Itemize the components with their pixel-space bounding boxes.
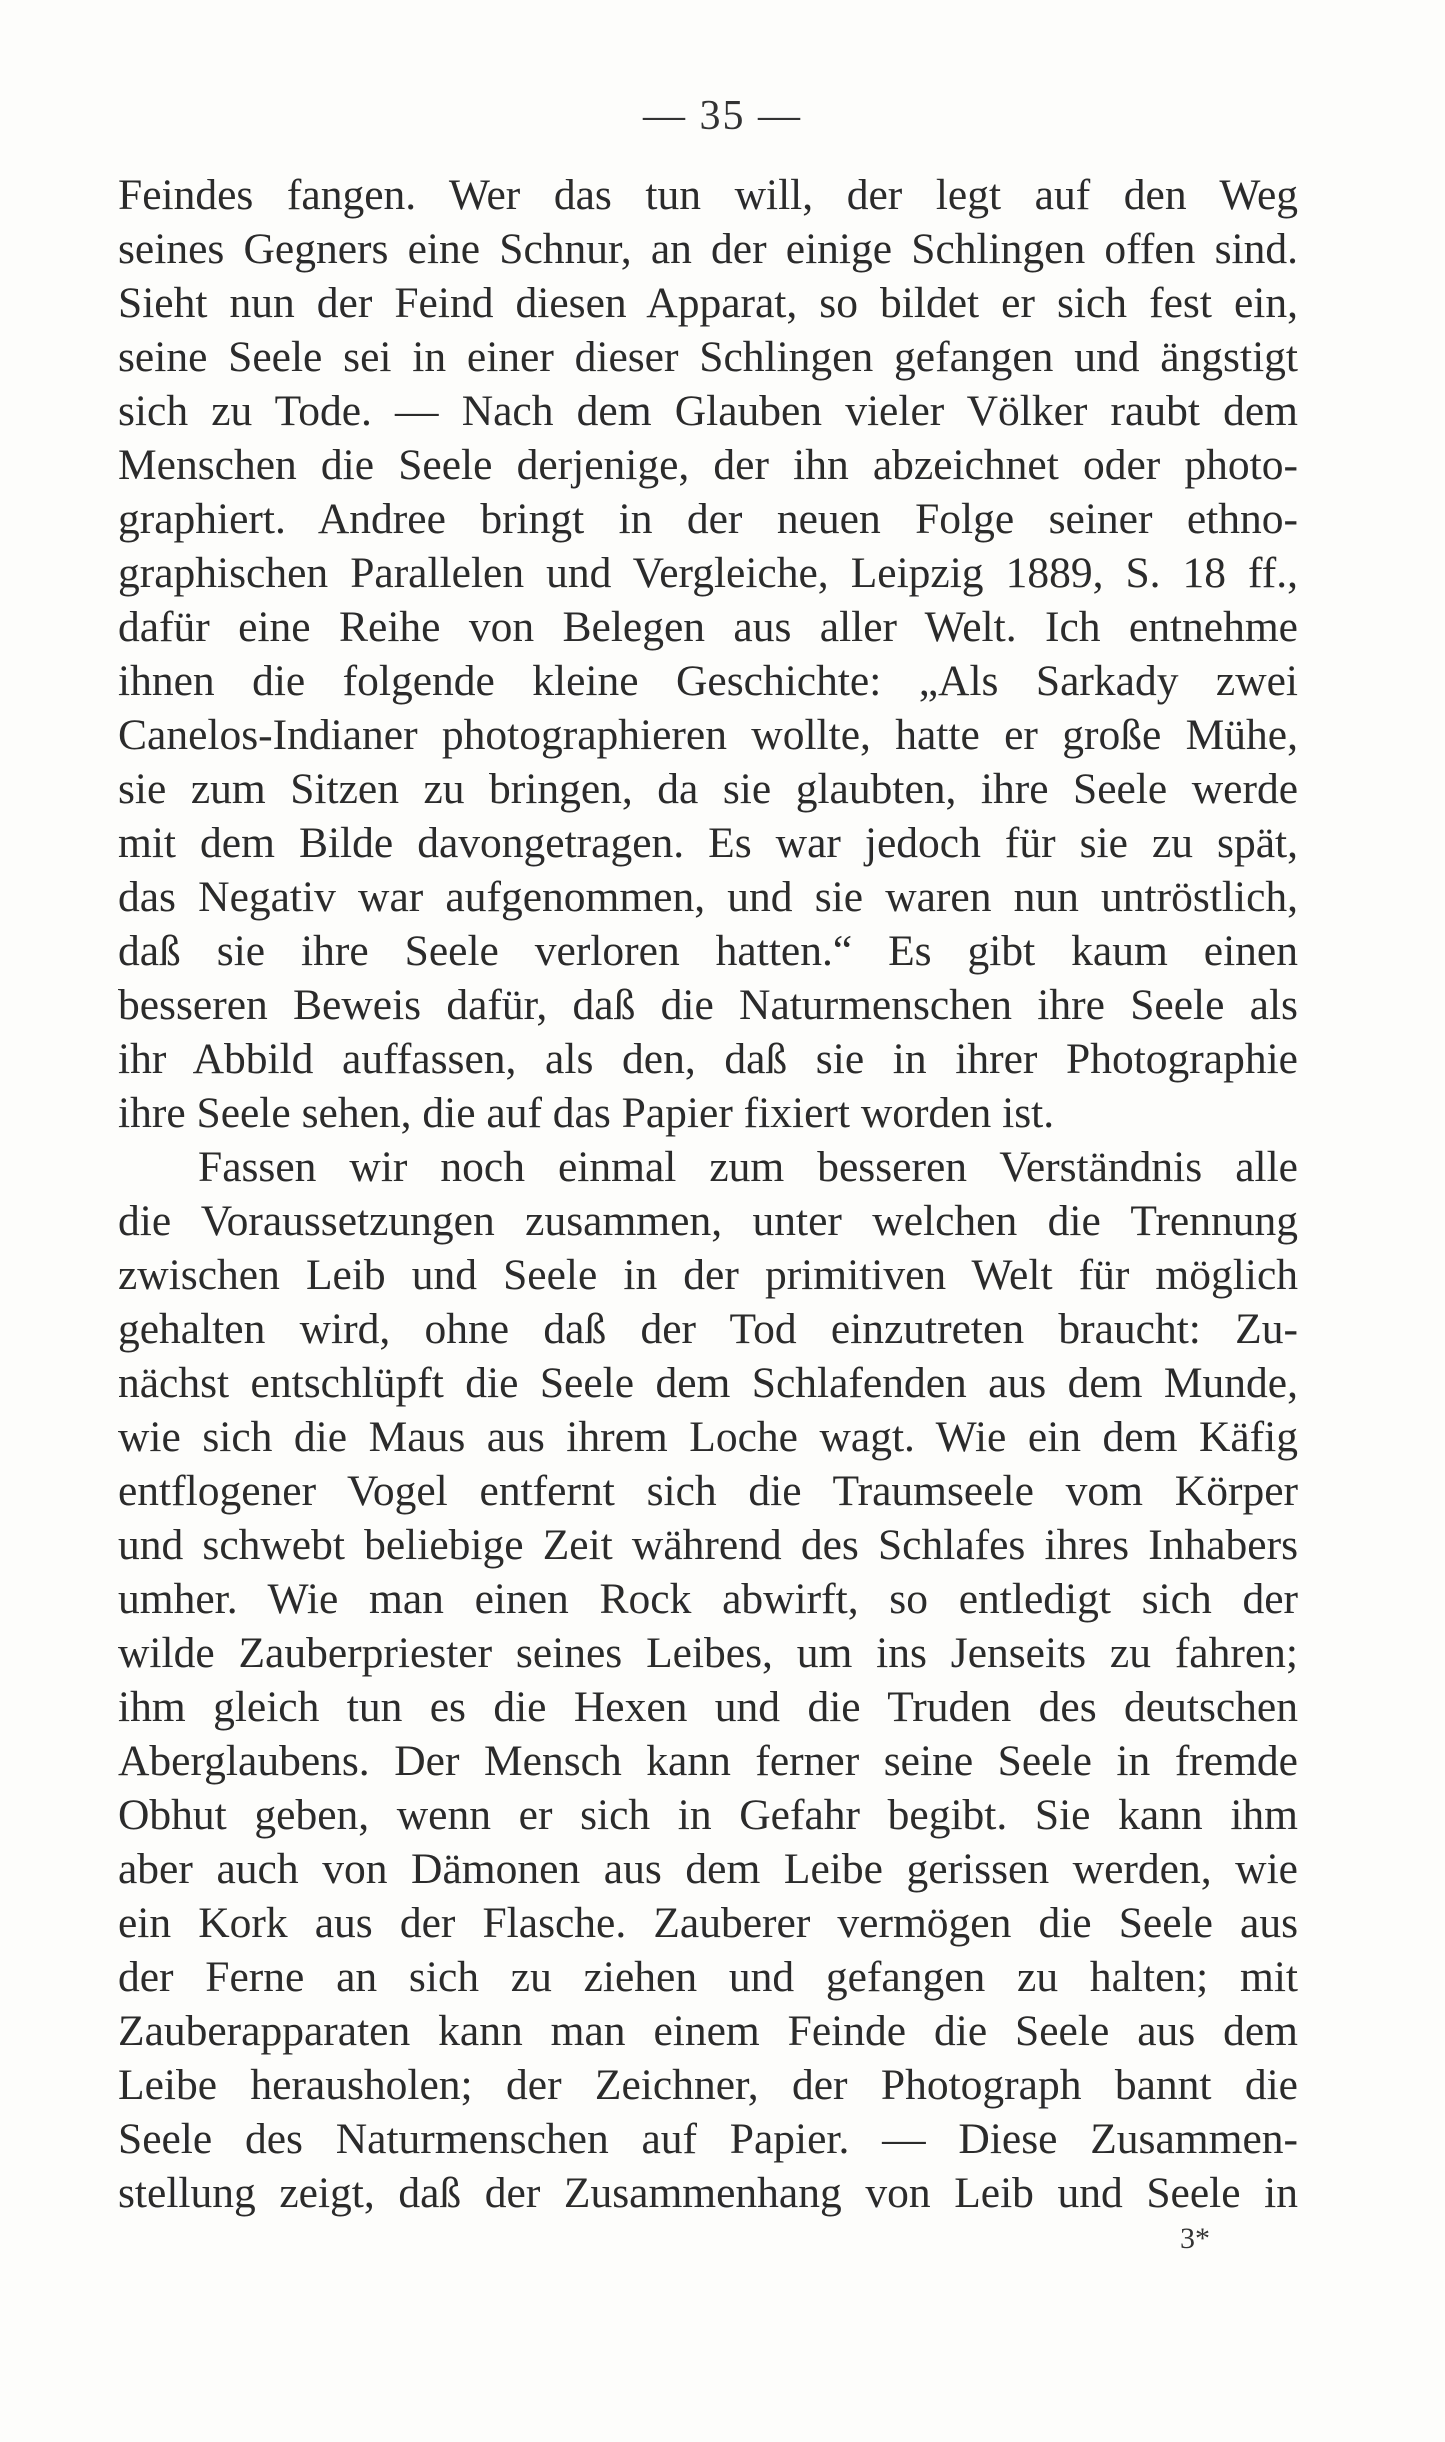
- signature-mark: 3*: [1180, 2222, 1210, 2255]
- text-line: daß sie ihre Seele verloren hatten.“ Es gibt kaum einen: [118, 927, 1298, 975]
- text-line: ihr Abbild auffassen, als den, daß sie in ihrer Photographie: [118, 1035, 1298, 1083]
- text-line: entflogener Vogel entfernt sich die Traumseele vom Körper: [118, 1467, 1298, 1515]
- text-line: stellung zeigt, daß der Zusammenhang von Leib und Seele in: [118, 2169, 1298, 2217]
- text-line: Zauberapparaten kann man einem Feinde die Seele aus dem: [118, 2007, 1298, 2055]
- text-line: und schwebt beliebige Zeit während des Schlafes ihres Inhabers: [118, 1521, 1298, 1569]
- text-line: mit dem Bilde davongetragen. Es war jedoch für sie zu spät,: [118, 819, 1298, 867]
- text-line: Obhut geben, wenn er sich in Gefahr begibt. Sie kann ihm: [118, 1791, 1298, 1839]
- text-line: der Ferne an sich zu ziehen und gefangen zu halten; mit: [118, 1953, 1298, 2001]
- page-number: — 35 —: [643, 93, 802, 139]
- text-line: ihm gleich tun es die Hexen und die Truden des deutschen: [118, 1683, 1298, 1731]
- text-line: Canelos-Indianer photographieren wollte, hatte er große Mühe,: [118, 711, 1298, 759]
- text-line-paragraph-start: Fassen wir noch einmal zum besseren Verständnis alle: [198, 1143, 1298, 1191]
- text-line: Aberglaubens. Der Mensch kann ferner seine Seele in fremde: [118, 1737, 1298, 1785]
- text-line: besseren Beweis dafür, daß die Naturmenschen ihre Seele als: [118, 981, 1298, 1029]
- text-line: Menschen die Seele derjenige, der ihn abzeichnet oder photo-: [118, 441, 1298, 489]
- text-line: wie sich die Maus aus ihrem Loche wagt. Wie ein dem Käfig: [118, 1413, 1298, 1461]
- text-line: Leibe herausholen; der Zeichner, der Photograph bannt die: [118, 2061, 1298, 2109]
- text-line: Sieht nun der Feind diesen Apparat, so bildet er sich fest ein,: [118, 279, 1298, 327]
- text-line: die Voraussetzungen zusammen, unter welchen die Trennung: [118, 1197, 1298, 1245]
- text-line: nächst entschlüpft die Seele dem Schlafenden aus dem Munde,: [118, 1359, 1298, 1407]
- text-line: ein Kork aus der Flasche. Zauberer vermögen die Seele aus: [118, 1899, 1298, 1947]
- text-line: sie zum Sitzen zu bringen, da sie glaubten, ihre Seele werde: [118, 765, 1298, 813]
- text-line: zwischen Leib und Seele in der primitiven Welt für möglich: [118, 1251, 1298, 1299]
- body-text: [118, 168, 1298, 2220]
- text-line: sich zu Tode. — Nach dem Glauben vieler Völker raubt dem: [118, 387, 1298, 435]
- text-line: das Negativ war aufgenommen, und sie waren nun untröstlich,: [118, 873, 1298, 921]
- text-line: ihnen die folgende kleine Geschichte: „Als Sarkady zwei: [118, 657, 1298, 705]
- text-line: graphiert. Andree bringt in der neuen Folge seiner ethno-: [118, 495, 1298, 543]
- text-line: graphischen Parallelen und Vergleiche, Leipzig 1889, S. 18 ff.,: [118, 549, 1298, 597]
- text-line: seines Gegners eine Schnur, an der einige Schlingen offen sind.: [118, 225, 1298, 273]
- text-line: gehalten wird, ohne daß der Tod einzutreten braucht: Zu-: [118, 1305, 1298, 1353]
- text-line: Seele des Naturmenschen auf Papier. — Diese Zusammen-: [118, 2115, 1298, 2163]
- text-line: Feindes fangen. Wer das tun will, der legt auf den Weg: [118, 171, 1298, 219]
- text-line: seine Seele sei in einer dieser Schlingen gefangen und ängstigt: [118, 333, 1298, 381]
- text-line: wilde Zauberpriester seines Leibes, um ins Jenseits zu fahren;: [118, 1629, 1298, 1677]
- text-line-paragraph-end: ihre Seele sehen, die auf das Papier fixiert worden ist.: [118, 1089, 1055, 1137]
- text-line: dafür eine Reihe von Belegen aus aller Welt. Ich entnehme: [118, 603, 1298, 651]
- text-line: aber auch von Dämonen aus dem Leibe gerissen werden, wie: [118, 1845, 1298, 1893]
- text-line: umher. Wie man einen Rock abwirft, so entledigt sich der: [118, 1575, 1298, 1623]
